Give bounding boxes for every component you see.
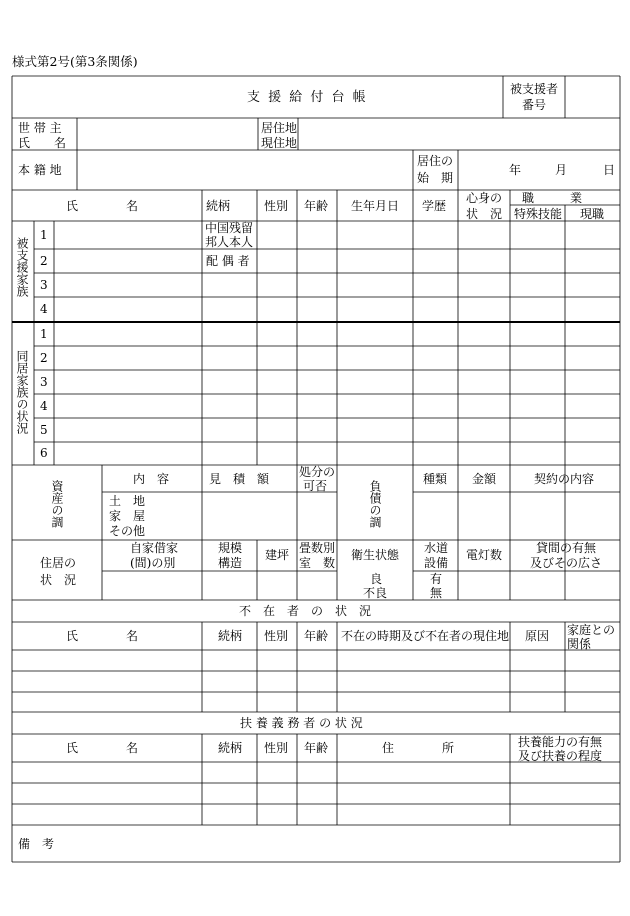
housing-label-2: 状 況 xyxy=(40,573,77,587)
residence-label-2: 現住地 xyxy=(261,136,298,150)
month-label: 月 xyxy=(555,163,568,177)
housing-sanitation-header: 衛生状態 xyxy=(351,548,400,562)
asset-item-other: その他 xyxy=(109,524,146,538)
housing-floor-area-header: 建坪 xyxy=(265,548,290,562)
domicile-label: 本 籍 地 xyxy=(18,163,62,177)
supporter-ability-header-2: 及び扶養の程度 xyxy=(518,749,603,763)
relation-spouse: 配 偶 者 xyxy=(206,254,250,268)
housing-owned-header-2: (間)の別 xyxy=(130,556,176,570)
debt-type-header: 種類 xyxy=(423,472,448,486)
supported-family-label: 被支援家族 xyxy=(15,237,29,297)
relation-self-2: 邦人本人 xyxy=(205,235,254,249)
supporter-address-header: 住 所 xyxy=(382,741,455,755)
cohabiting-family-label: 同居家族の状況 xyxy=(15,350,29,434)
supporters-title: 扶 養 義 務 者 の 状 況 xyxy=(240,716,363,730)
year-label: 年 xyxy=(509,163,522,177)
housing-tatami-header-2: 室 数 xyxy=(299,556,336,570)
supported-row-number: 1 xyxy=(40,228,48,242)
supporter-sex-header: 性別 xyxy=(264,741,289,755)
assets-disposal-header-2: 可否 xyxy=(303,479,328,493)
asset-item-land: 土 地 xyxy=(109,494,146,508)
assets-label: 資産の調 xyxy=(50,480,64,528)
housing-tatami-header-1: 畳数別 xyxy=(299,541,336,555)
absentee-age-header: 年齢 xyxy=(304,629,329,643)
supported-row-number: 2 xyxy=(40,254,48,268)
sanitation-good: 良 xyxy=(370,572,383,586)
debt-contract-header: 契約の内容 xyxy=(534,472,595,486)
day-label: 日 xyxy=(603,163,616,177)
housing-rooms-lent-header-2: 及びその広さ xyxy=(530,556,603,570)
cohabiting-row-number: 6 xyxy=(40,446,48,460)
recipient-number-label-2: 番号 xyxy=(522,98,547,112)
family-current-job-header: 現職 xyxy=(580,207,605,221)
form-code: 様式第2号(第3条関係) xyxy=(12,54,138,69)
assets-disposal-header-1: 処分の xyxy=(299,465,336,479)
supported-row-number: 3 xyxy=(40,278,48,292)
supporter-ability-header-1: 扶養能力の有無 xyxy=(518,735,603,749)
family-sex-header: 性別 xyxy=(264,199,289,213)
family-age-header: 年齢 xyxy=(304,199,329,213)
family-relation-header: 続柄 xyxy=(206,199,231,213)
form-title: 支 援 給 付 台 帳 xyxy=(247,90,368,105)
cohabiting-row-number: 5 xyxy=(40,423,48,437)
family-occupation-header: 職 業 xyxy=(522,191,583,205)
recipient-number-label-1: 被支援者 xyxy=(510,82,559,96)
absentee-name-header: 氏 名 xyxy=(66,629,139,643)
housing-lights-header: 電灯数 xyxy=(466,548,503,562)
housing-water-header-1: 水道 xyxy=(424,541,449,555)
housing-rooms-lent-header-1: 貸間の有無 xyxy=(536,541,597,555)
sanitation-bad: 不良 xyxy=(363,586,388,600)
housing-label-1: 住居の xyxy=(40,556,77,570)
cohabiting-row-number: 4 xyxy=(40,399,48,413)
water-absent: 無 xyxy=(430,586,443,600)
family-education-header: 学歴 xyxy=(422,199,447,213)
housing-owned-header-1: 自家借家 xyxy=(130,541,179,555)
family-special-skill-header: 特殊技能 xyxy=(514,207,563,221)
cohabiting-row-number: 1 xyxy=(40,327,48,341)
housing-scale-header-2: 構造 xyxy=(218,556,243,570)
family-mind-body-header-2: 状 況 xyxy=(466,207,503,221)
cohabiting-row-number: 3 xyxy=(40,375,48,389)
family-mind-body-header-1: 心身の xyxy=(466,191,503,205)
absentee-reason-header: 原因 xyxy=(525,629,550,643)
residence-start-label-2: 始 期 xyxy=(417,171,454,185)
residence-label-1: 居住地 xyxy=(261,121,298,135)
absentee-family-rel-header-2: 関係 xyxy=(567,637,592,651)
asset-item-house: 家 屋 xyxy=(109,509,146,523)
housing-water-header-2: 設備 xyxy=(424,556,449,570)
cohabiting-row-number: 2 xyxy=(40,351,48,365)
assets-content-header: 内 容 xyxy=(133,472,170,486)
residence-start-label-1: 居住の xyxy=(417,154,454,168)
absentee-relation-header: 続柄 xyxy=(218,629,243,643)
water-present: 有 xyxy=(430,572,443,586)
absentees-title: 不 在 者 の 状 況 xyxy=(239,604,372,618)
assets-estimate-header: 見 積 額 xyxy=(209,472,270,486)
housing-scale-header-1: 規模 xyxy=(218,541,243,555)
supported-row-number: 4 xyxy=(40,302,48,316)
head-of-household-label-2: 氏 名 xyxy=(18,136,67,150)
absentee-sex-header: 性別 xyxy=(264,629,289,643)
debts-label: 負債の調 xyxy=(368,480,382,528)
supporter-relation-header: 続柄 xyxy=(218,741,243,755)
family-birth-header: 生年月日 xyxy=(351,199,400,213)
relation-self-1: 中国残留 xyxy=(205,221,254,235)
debt-amount-header: 金額 xyxy=(472,472,497,486)
remarks-label: 備 考 xyxy=(18,837,55,851)
family-name-header: 氏 名 xyxy=(66,199,139,213)
absentee-period-header: 不在の時期及び不在者の現住地 xyxy=(341,629,510,643)
supporter-name-header: 氏 名 xyxy=(66,741,139,755)
supporter-age-header: 年齢 xyxy=(304,741,329,755)
absentee-family-rel-header-1: 家庭との xyxy=(567,623,616,637)
head-of-household-label-1: 世 帯 主 xyxy=(18,121,62,135)
